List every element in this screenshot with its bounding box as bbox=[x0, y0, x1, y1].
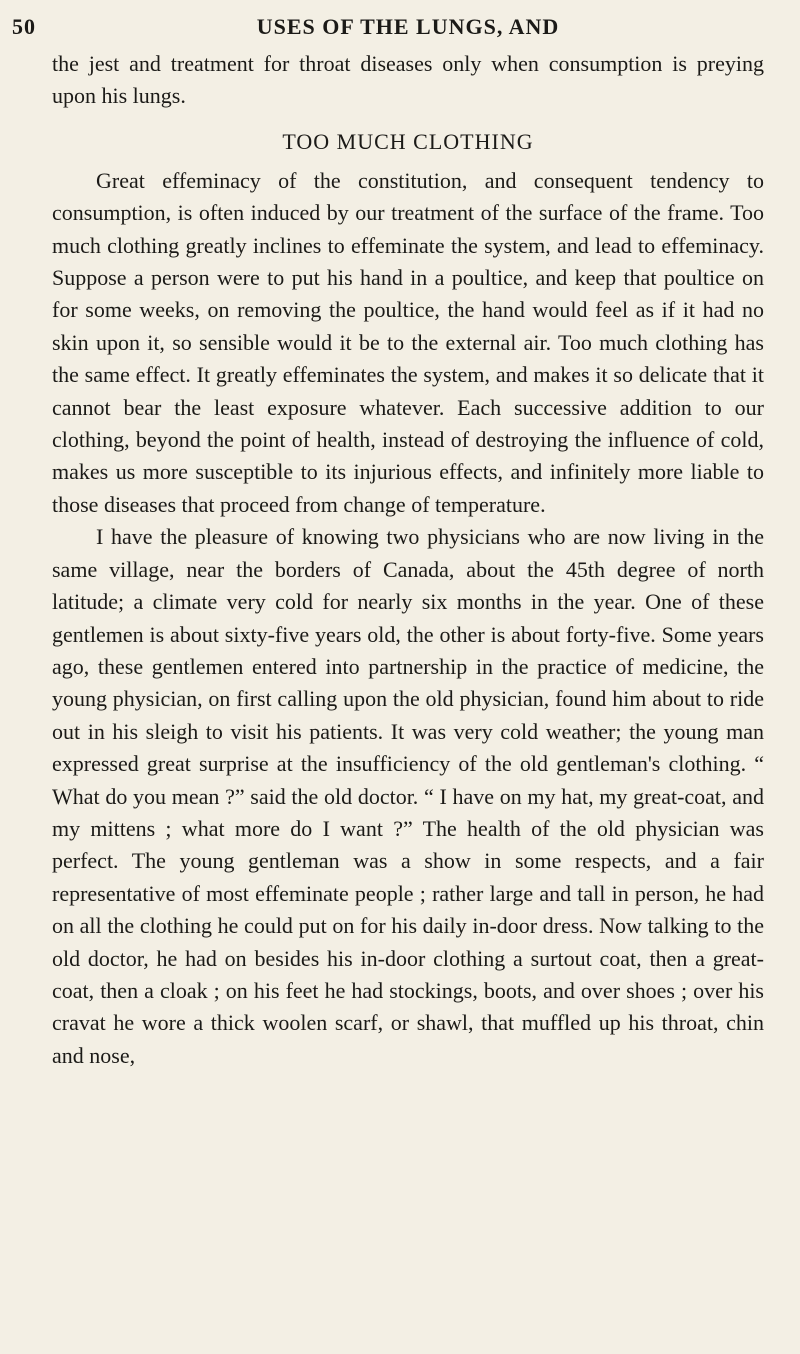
paragraph-effeminacy: Great effeminacy of the constitution, and consequent tendency to consumption, is often induced by our treatment of the surface of the frame. Too much clothing greatly inclines to effeminate the system, and lead to effeminacy. Suppose a person were to put his hand in a poultice, and keep that poultice on for some weeks, on removing the poultice, the hand would feel as if it had no skin upon it, so sensible would it be to the external air. Too much clothing has the same effect. It greatly effeminates the system, and makes it so delicate that it cannot bear the least exposure whatever. Each successive addition to our clothing, beyond the point of health, instead of destroying the influence of cold, makes us more susceptible to its injurious effects, and infinitely more liable to those diseases that proceed from change of temperature. bbox=[52, 167, 764, 517]
section-heading: TOO MUCH CLOTHING bbox=[282, 128, 534, 154]
page-number: 50 bbox=[12, 14, 36, 39]
paragraph-continuation: the jest and treatment for throat diseases only when consumption is preying upon his lungs. bbox=[52, 51, 764, 109]
running-head bbox=[12, 14, 764, 48]
paragraph-two-physicians: I have the pleasure of knowing two physicians who are now living in the same village, near the borders of Canada, about the 45th degree of north latitude; a climate very cold for nearly six months in the year. One of these gentlemen is about sixty-five years old, the other is about forty-five. Some years ago, these gentlemen entered into partnership in the practice of medicine, the young physician, on first calling upon the old physician, found him about to ride out in his sleigh to visit his patients. It was very cold weather; the young man expressed great surprise at the insufficiency of the old gentleman's clothing. “ What do you mean ?” said the old doctor. “ I have on my hat, my great-coat, and my mittens ; what more do I want ?” The health of the old physician was perfect. The young gentleman was a show in some respects, and a fair representative of most effeminate people ; rather large and tall in person, he had on all the clothing he could put on for his daily in-door dress. Now talking to the old doctor, he had on besides his in-door clothing a surtout coat, then a great-coat, then a cloak ; on his feet he had stockings, boots, and over shoes ; over his cravat he wore a thick woolen scarf, or shawl, that muffled up his throat, chin and nose, bbox=[52, 524, 764, 1068]
running-title: USES OF THE LUNGS, AND bbox=[256, 14, 560, 39]
